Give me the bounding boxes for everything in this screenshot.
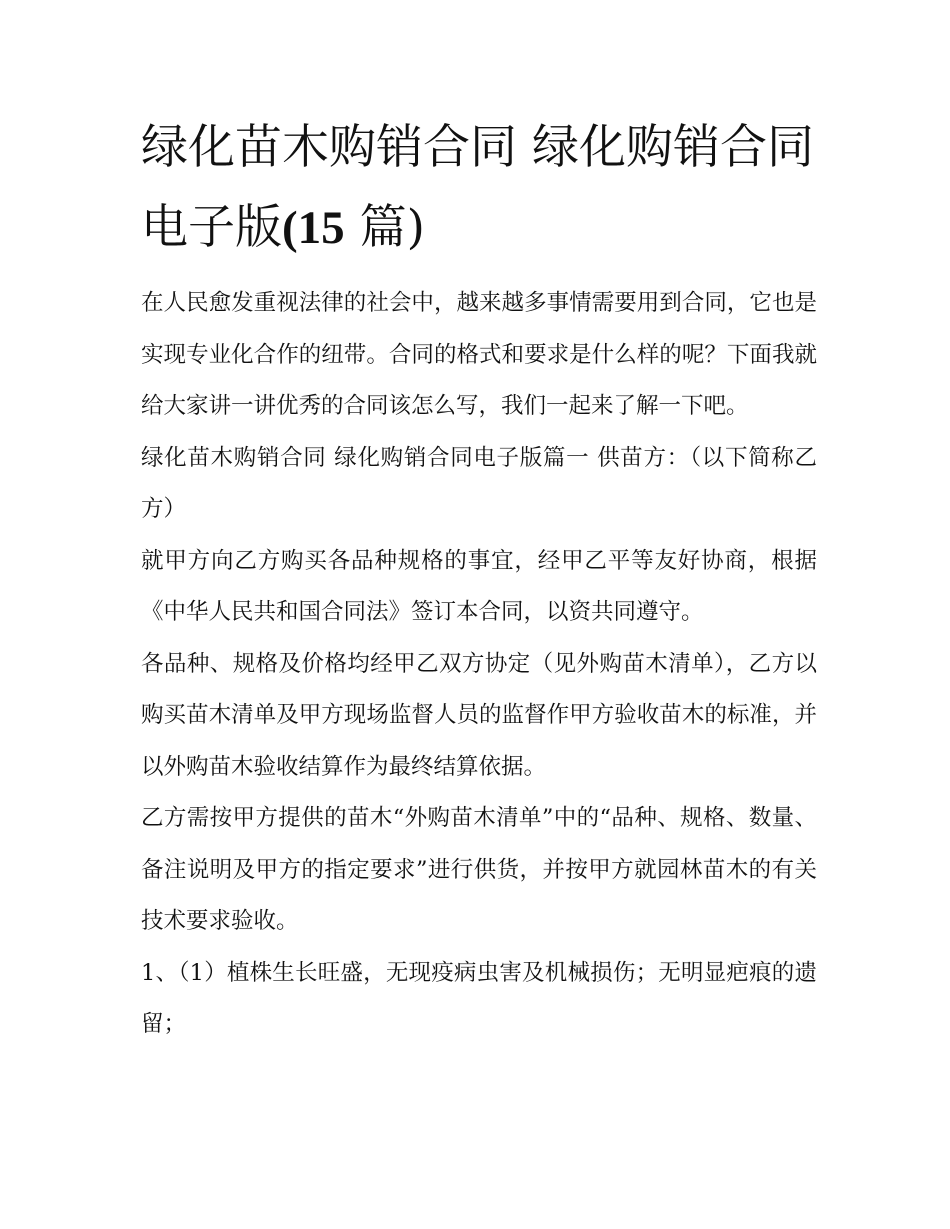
purchase-basis-paragraph: 就甲方向乙方购买各品种规格的事宜，经甲乙平等友好协商，根据《中华人民共和国合同法》签订本合同，以资共同遵守。 bbox=[141, 547, 817, 625]
title-count: (15 bbox=[282, 202, 345, 254]
document-body bbox=[141, 278, 817, 1051]
title-suffix: 篇) bbox=[344, 200, 425, 255]
document-title bbox=[141, 108, 821, 268]
intro-paragraph: 在人民愈发重视法律的社会中，越来越多事情需要用到合同，它也是实现专业化合作的纽带。合同的格式和要求是什么样的呢？下面我就给大家讲一讲优秀的合同该怎么写，我们一起来了解一下吧。 bbox=[141, 290, 817, 419]
price-standard-paragraph: 各品种、规格及价格均经甲乙双方协定（见外购苗木清单），乙方以购买苗木清单及甲方现场监督人员的监督作甲方验收苗木的标准，并以外购苗木验收结算作为最终结算依据。 bbox=[141, 650, 817, 780]
clause-1-paragraph: 1、（1）植株生长旺盛，无现疫病虫害及机械损伤；无明显疤痕的遗留； bbox=[141, 959, 817, 1037]
title-text: 绿化苗木购销合同 绿化购销合同电子版 bbox=[141, 120, 814, 255]
section-heading-paragraph: 绿化苗木购销合同 绿化购销合同电子版篇一 供苗方：（以下简称乙方） bbox=[141, 444, 817, 522]
supply-requirement-paragraph: 乙方需按甲方提供的苗木“外购苗木清单”中的“品种、规格、数量、备注说明及甲方的指定要求”进行供货，并按甲方就园林苗木的有关技术要求验收。 bbox=[141, 805, 817, 934]
